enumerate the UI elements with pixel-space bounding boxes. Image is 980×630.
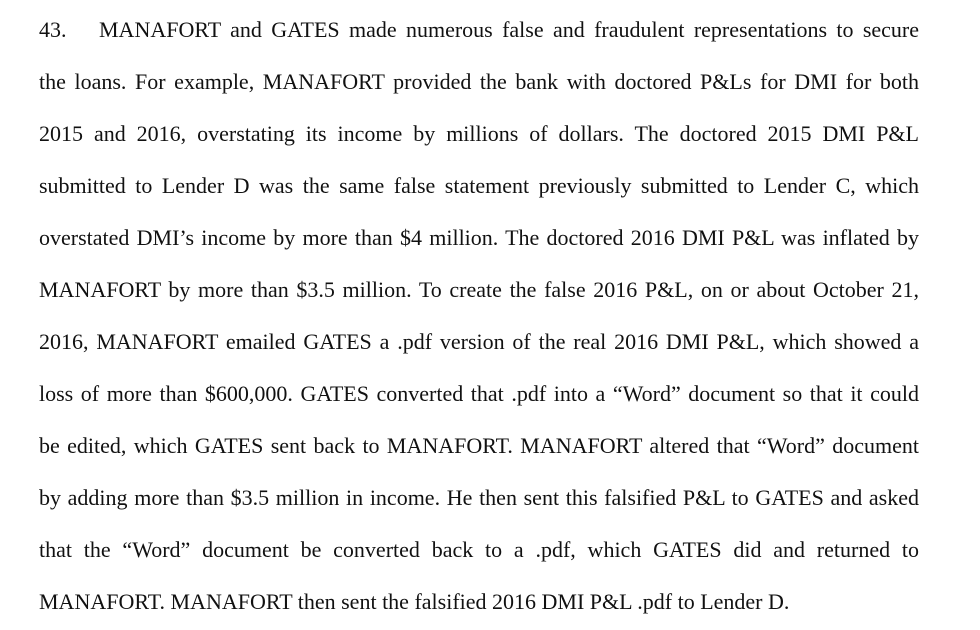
paragraph-line-7: 2016, MANAFORT emailed GATES a .pdf version of the real 2016 DMI P&L, which showed a xyxy=(39,329,919,354)
paragraph-line-11: that the “Word” document be converted back to a .pdf, which GATES did and returned to xyxy=(39,537,919,562)
paragraph-line-1: MANAFORT and GATES made numerous false and fraudulent representations to secure xyxy=(99,17,919,42)
paragraph-line-10: by adding more than $3.5 million in income. He then sent this falsified P&L to GATES and asked xyxy=(39,485,919,510)
paragraph-line-3: 2015 and 2016, overstating its income by millions of dollars. The doctored 2015 DMI P&L xyxy=(39,121,919,146)
paragraph-line-6: MANAFORT by more than $3.5 million. To create the false 2016 P&L, on or about October 21, xyxy=(39,277,919,302)
paragraph-line-8: loss of more than $600,000. GATES converted that .pdf into a “Word” document so that it could xyxy=(39,381,919,406)
paragraph-number: 43. xyxy=(39,17,67,42)
paragraph-line-12: MANAFORT. MANAFORT then sent the falsified 2016 DMI P&L .pdf to Lender D. xyxy=(39,589,790,614)
paragraph-line-2: the loans. For example, MANAFORT provided the bank with doctored P&Ls for DMI for both xyxy=(39,69,919,94)
paragraph-line-4: submitted to Lender D was the same false statement previously submitted to Lender C, which xyxy=(39,173,919,198)
paragraph-line-9: be edited, which GATES sent back to MANAFORT. MANAFORT altered that “Word” document xyxy=(39,433,919,458)
paragraph-line-5: overstated DMI’s income by more than $4 million. The doctored 2016 DMI P&L was inflated by xyxy=(39,225,919,250)
